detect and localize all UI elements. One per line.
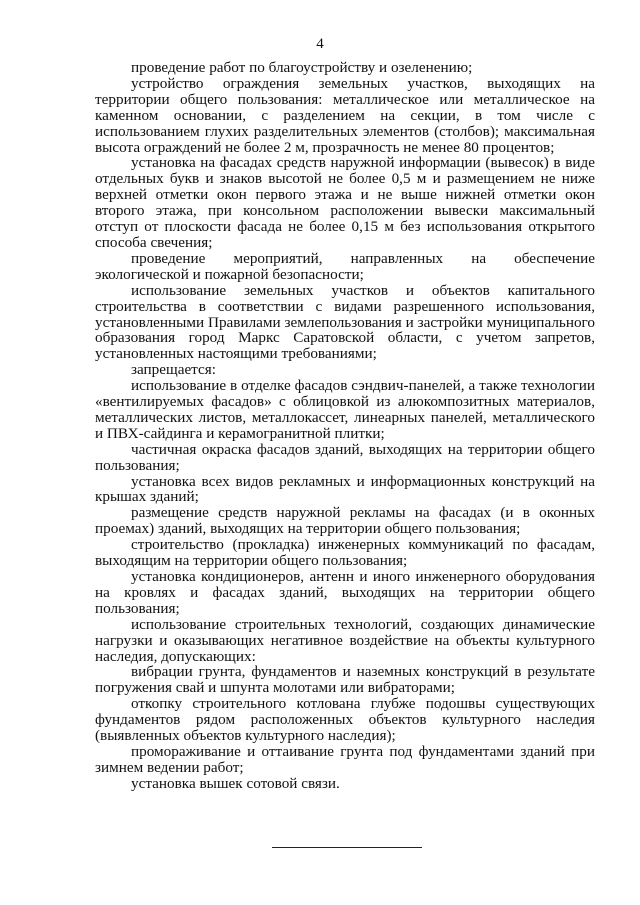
paragraph: установка кондиционеров, антенн и иного инженерного оборудования на кровлях и фасадах зданий, выходящих на территории общего пользования; (95, 568, 595, 617)
paragraph: использование строительных технологий, создающих динамические нагрузки и оказывающих негативное воздействие на объекты культурного наследия, допускающих: (95, 615, 595, 665)
paragraph: откопку строительного котлована глубже подошвы существующих фундаментов рядом расположенных объектов культурного наследия (выявленных объектов культурного наследия); (95, 695, 595, 745)
document-body (95, 60, 595, 792)
paragraph: запрещается: (131, 361, 216, 379)
paragraph: строительство (прокладка) инженерных коммуникаций по фасадам, выходящим на территории общего пользования; (95, 536, 595, 570)
paragraph: использование земельных участков и объектов капитального строительства в соответствии с видами разрешенного использования, установленными Правилами землепользования и застройки муниципального образования город Маркс Саратовской области, с учетом запретов, установленных настоящими требованиями; (95, 281, 595, 363)
paragraph: проведение работ по благоустройству и озеленению; (131, 59, 473, 76)
paragraph: установка вышек сотовой связи. (131, 774, 340, 792)
page-number: 4 (316, 36, 324, 52)
paragraph: промораживание и оттаивание грунта под фундаментами зданий при зимнем ведении работ; (95, 742, 595, 776)
end-of-text-divider (272, 847, 422, 848)
paragraph: проведение мероприятий, направленных на обеспечение экологической и пожарной безопасности; (95, 249, 595, 283)
paragraph: вибрации грунта, фундаментов и наземных конструкций в результате погружения свай и шпунта молотами или вибраторами; (95, 663, 595, 697)
paragraph: размещение средств наружной рекламы на фасадах (и в оконных проемах) зданий, выходящих на территории общего пользования; (95, 504, 595, 538)
paragraph: установка на фасадах средств наружной информации (вывесок) в виде отдельных букв и знаков высотой не более 0,5 м и размещением не ниже верхней отметки окон первого этажа и не выше нижней отметки окон второго этажа, при консольном расположении вывески максимальный отступ от плоскости фасада не более 0,15 м без использования открытого способа свечения; (95, 154, 595, 251)
paragraph: частичная окраска фасадов зданий, выходящих на территории общего пользования; (95, 440, 595, 474)
paragraph: использование в отделке фасадов сэндвич-панелей, а также технологии «вентилируемых фасадов» с облицовкой из алюкомпозитных материалов, металлических листов, металлокассет, линеарных панелей, металлического и ПВХ-сайдинга и керамогранитной плитки; (95, 377, 595, 442)
paragraph: устройство ограждения земельных участков, выходящих на территории общего пользования: металлическое или металлическое на каменном основании, с разделением на секции, в том числе с использованием глухих разделительных элементов (столбов); максимальная высота ограждений не более 2 м, прозрачность не менее 80 процентов; (95, 74, 595, 156)
paragraph: установка всех видов рекламных и информационных конструкций на крышах зданий; (95, 472, 595, 506)
